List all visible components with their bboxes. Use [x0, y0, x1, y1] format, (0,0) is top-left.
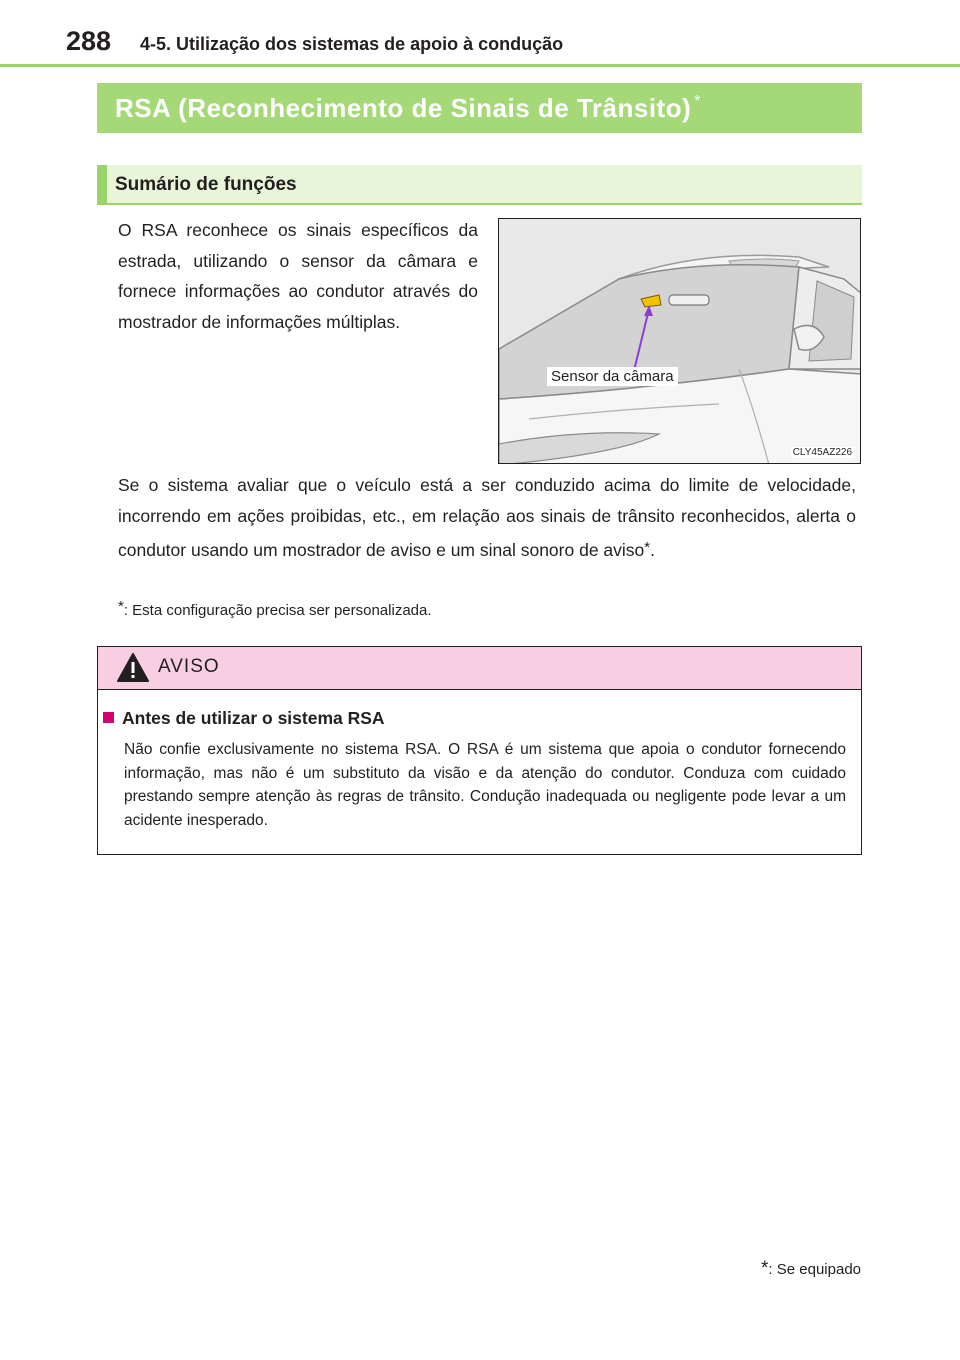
subsection-title: Sumário de funções — [115, 174, 297, 195]
footnote — [118, 598, 432, 619]
warning-text: Não confie exclusivamente no sistema RSA. O RSA é um sistema que apoia o condutor fornecendo informação, mas não é um substituto da visão e da atenção do condutor. Conduza com cuidado prestando sempre atenção às regras de trânsito. Condução inadequada ou negligente pode levar a um acidente inesperado. — [124, 741, 846, 829]
chapter-title: 4-5. Utilização dos sistemas de apoio à condução — [140, 34, 564, 54]
body-asterisk: * — [644, 539, 651, 556]
section-title-text: RSA (Reconhecimento de Sinais de Trânsito) — [115, 92, 692, 123]
car-windshield-illustration — [499, 219, 861, 464]
warning-subheading — [103, 708, 385, 729]
equipped-note — [761, 1258, 861, 1280]
footnote-marker: * — [118, 598, 124, 615]
equipped-text: : Se equipado — [768, 1261, 861, 1278]
section-title — [115, 93, 701, 124]
header-rule — [0, 64, 960, 67]
camera-figure — [498, 218, 861, 464]
page-number: 288 — [66, 26, 112, 56]
body-text: Se o sistema avaliar que o veículo está a ser conduzido acima do limite de velocidade, incorrendo em ações proibidas, etc., em relação aos sinais de trânsito reconhecidos, alerta o condutor usando um mostrador de aviso e um sinal sonoro de aviso — [118, 475, 856, 560]
figure-label: Sensor da câmara — [547, 367, 678, 386]
section-banner — [97, 83, 862, 133]
footnote-text: : Esta configuração precisa ser personalizada. — [123, 602, 432, 619]
warning-subheading-text: Antes de utilizar o sistema RSA — [122, 708, 385, 728]
subsection-banner — [97, 165, 862, 205]
body-paragraph — [118, 470, 856, 566]
square-bullet-icon — [103, 712, 114, 723]
body-end: . — [650, 540, 655, 560]
section-asterisk: * — [694, 92, 701, 110]
warning-box — [97, 646, 862, 855]
warning-header — [98, 647, 861, 690]
warning-triangle-icon — [116, 652, 150, 689]
warning-title: AVISO — [158, 656, 220, 677]
figure-code: CLY45AZ226 — [792, 447, 852, 458]
equipped-marker: * — [761, 1258, 769, 1279]
subsection-bar — [97, 165, 107, 203]
intro-paragraph: O RSA reconhece os sinais específicos da estrada, utilizando o sensor da câmara e fornece informações ao condutor através do mostrador de informações múltiplas. — [118, 220, 478, 332]
